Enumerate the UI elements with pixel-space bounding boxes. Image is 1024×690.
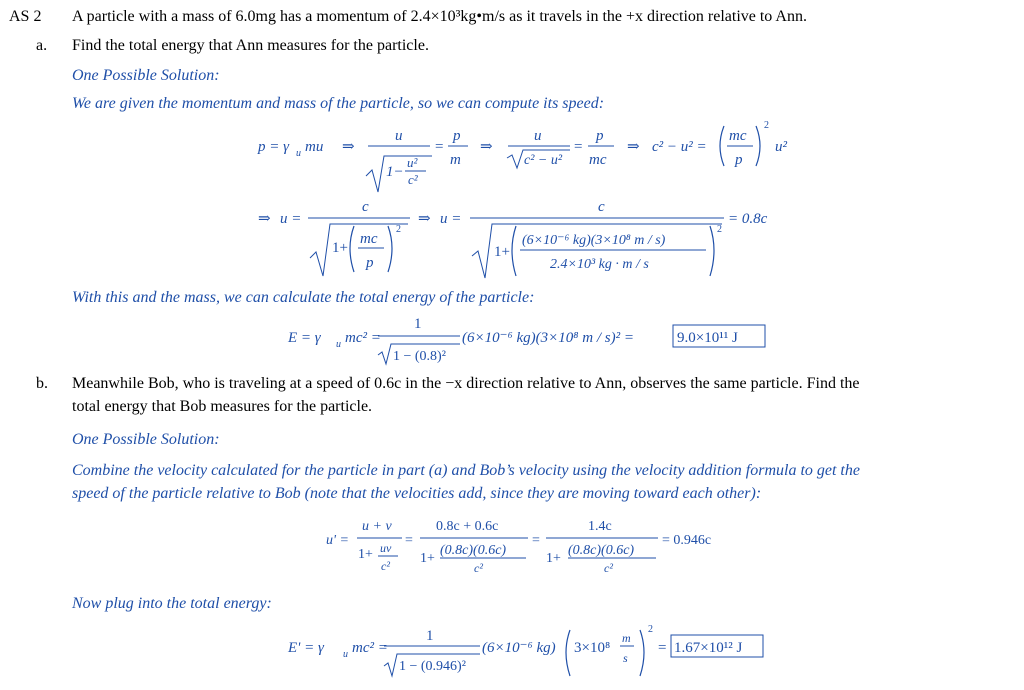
eq1-u-num: u — [395, 128, 403, 144]
eq4-den2-prod: (0.8c)(0.6c) — [440, 543, 507, 558]
eq4-result: = 0.946c — [662, 533, 712, 548]
eq5-m: m — [622, 631, 631, 645]
eq5-answer: 1.67×10¹² J — [674, 640, 743, 656]
eq5-s: s — [623, 651, 628, 665]
eq1-square: 2 — [764, 120, 769, 131]
part-b-solution-heading: One Possible Solution: — [72, 431, 220, 448]
eq1-mu: mu — [305, 139, 324, 155]
eq2-one-plus-2: 1+ — [494, 244, 510, 260]
part-b-question-line1: Meanwhile Bob, who is traveling at a speed of 0.6c in the −x direction relative to Ann, observes the same particle. Find the — [72, 375, 860, 392]
eq1-p2: p — [596, 128, 604, 144]
eq1-c2: c² — [408, 172, 418, 187]
eq4-den3-c2: c² — [604, 561, 613, 575]
eq4-den3-prod: (0.8c)(0.6c) — [568, 543, 635, 558]
eq4-num1: u + v — [362, 519, 392, 534]
eq1-m: m — [450, 152, 461, 168]
eq1-c2u2: c² − u² = — [652, 139, 707, 155]
eq1-u-num2: u — [534, 128, 542, 144]
eq2-c-2: c — [598, 199, 605, 215]
eq2-u-eq: u = — [280, 211, 302, 227]
part-a-intro: We are given the momentum and mass of the particle, so we can compute its speed: — [72, 95, 605, 112]
svg-text:=: = — [574, 139, 583, 155]
part-a-question: Find the total energy that Ann measures for the particle. — [72, 37, 429, 54]
eq2-result: = 0.8c — [728, 211, 768, 227]
eq5-mass: (6×10⁻⁶ kg) — [482, 640, 556, 656]
svg-text:2: 2 — [717, 224, 722, 235]
part-a-solution-heading: One Possible Solution: — [72, 67, 220, 84]
eq3-lhs: E = γ — [288, 330, 321, 346]
svg-text:2: 2 — [396, 224, 401, 235]
eq1-implies-1: ⇒ — [342, 139, 355, 155]
part-b-plug: Now plug into the total energy: — [72, 595, 272, 612]
eq5-speed: 3×10⁸ — [574, 640, 611, 656]
eq2-mc: mc — [360, 231, 378, 247]
eq4-den1-c2: c² — [381, 559, 390, 573]
eq1-mc-frac: mc — [729, 128, 747, 144]
eq4-num3: 1.4c — [588, 519, 612, 534]
eq5-denom: 1 − (0.946)² — [399, 659, 466, 674]
equation-momentum-speed — [250, 118, 810, 196]
part-a-label: a. — [36, 37, 48, 54]
eq5-one: 1 — [426, 628, 434, 644]
eq2-c: c — [362, 199, 369, 215]
eq1-implies-2: ⇒ — [480, 139, 493, 155]
part-b-label: b. — [36, 375, 48, 392]
eq1-implies-3: ⇒ — [627, 139, 640, 155]
eq1-u2: u² — [407, 155, 418, 170]
eq1-p-frac: p — [735, 152, 743, 168]
part-b-intro-line2: speed of the particle relative to Bob (note that the velocities add, since they are moving toward each other): — [72, 485, 762, 502]
eq5-sub: u — [343, 649, 348, 660]
part-a-bridge: With this and the mass, we can calculate the total energy of the particle: — [72, 289, 535, 306]
eq4-den3-a: 1+ — [546, 551, 561, 566]
part-b-question-line2: total energy that Bob measures for the particle. — [72, 398, 373, 415]
svg-text:⇒: ⇒ — [418, 211, 431, 227]
equation-energy-bob — [284, 618, 784, 684]
eq2-p: p — [366, 255, 374, 271]
eq1-u2-tail: u² — [775, 139, 787, 155]
problem-number: AS 2 — [9, 8, 42, 25]
eq2-one-plus: 1+ — [332, 240, 348, 256]
eq5-lhs: E' = γ — [288, 640, 324, 656]
eq1-p: p — [453, 128, 461, 144]
eq1-sub: u — [296, 148, 301, 159]
problem-statement: A particle with a mass of 6.0mg has a momentum of 2.4×10³kg•m/s as it travels in the +x direction relative to Ann. — [72, 8, 807, 25]
eq4-den2-c2: c² — [474, 561, 483, 575]
eq3-answer: 9.0×10¹¹ J — [677, 330, 738, 346]
eq3-vals: (6×10⁻⁶ kg)(3×10⁸ m / s)² = — [462, 330, 634, 346]
part-b-intro-line1: Combine the velocity calculated for the particle in part (a) and Bob’s velocity using the velocity addition formula to get the — [72, 462, 860, 479]
eq3-one: 1 — [414, 316, 422, 332]
eq1-mc: mc — [589, 152, 607, 168]
svg-text:=: = — [435, 139, 444, 155]
svg-text:⇒: ⇒ — [258, 211, 271, 227]
equation-velocity-addition — [322, 512, 742, 586]
eq4-num2: 0.8c + 0.6c — [436, 519, 499, 534]
eq4-den2-a: 1+ — [420, 551, 435, 566]
svg-text:=: = — [405, 533, 413, 548]
eq3-sub: u — [336, 339, 341, 350]
eq1-lhs: p = γ — [258, 139, 290, 155]
svg-text:=: = — [532, 533, 540, 548]
eq1-one-minus: 1− — [386, 164, 404, 180]
eq4-den1-a: 1+ — [358, 547, 373, 562]
eq4-lhs: u' = — [326, 533, 349, 548]
eq1-sqrt-c2u2: c² − u² — [524, 153, 563, 168]
eq3-mc2: mc² = — [345, 330, 381, 346]
eq4-den1-uv: uv — [380, 541, 392, 555]
eq3-denom: 1 − (0.8)² — [393, 349, 446, 364]
eq5-mc2: mc² = — [352, 640, 388, 656]
eq2-u-eq-2: u = — [440, 211, 462, 227]
eq5-eqsign: = — [658, 640, 667, 656]
eq2-numerator-vals: (6×10⁻⁶ kg)(3×10⁸ m / s) — [522, 233, 666, 248]
equation-energy-ann — [280, 310, 780, 372]
eq5-square: 2 — [648, 624, 653, 635]
equation-speed-value — [250, 196, 790, 282]
eq2-denominator-vals: 2.4×10³ kg · m / s — [550, 257, 649, 272]
